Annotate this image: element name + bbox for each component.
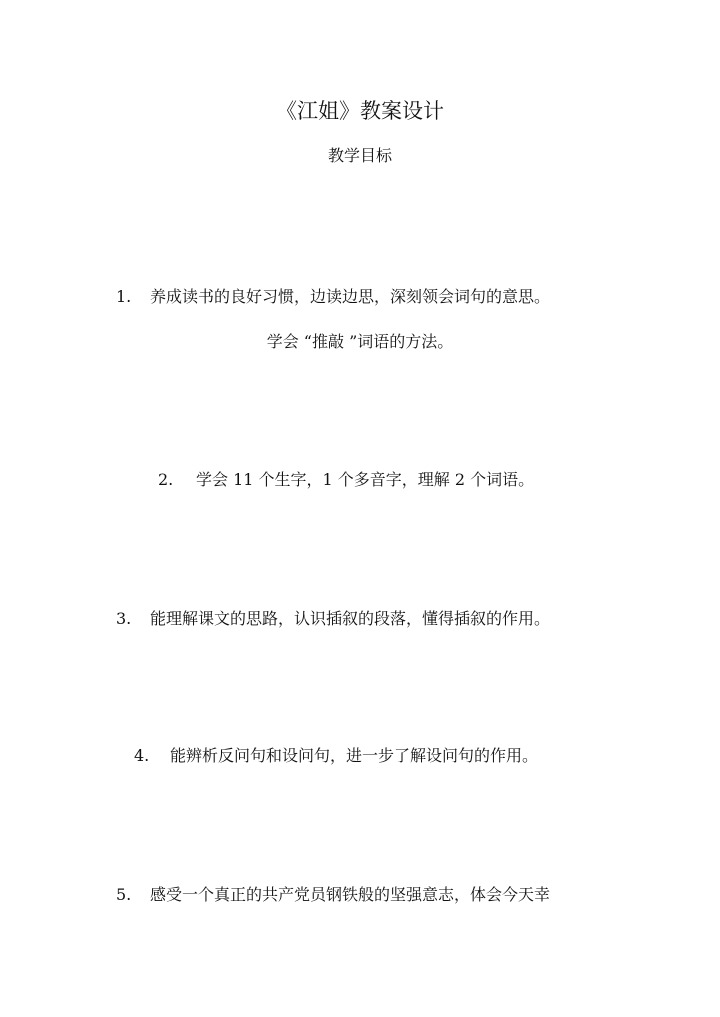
document-title: 《江姐》教案设计 xyxy=(276,99,444,123)
objective-item-1-continuation xyxy=(0,332,720,352)
objective-item-2 xyxy=(158,470,534,490)
item-text: 养成读书的良好习惯，边读边思，深刻领会词句的意思。 xyxy=(150,287,551,306)
item-text: 感受一个真正的共产党员钢铁般的坚强意志，体会今天幸 xyxy=(150,885,551,904)
section-heading: 教学目标 xyxy=(327,146,392,165)
item-number: 5. xyxy=(116,885,132,904)
item-text: 学会 11 个生字，1 个多音字，理解 2 个词语。 xyxy=(196,470,535,489)
item-text: 能辨析反问句和设问句，进一步了解设问句的作用。 xyxy=(170,746,539,765)
item-number: 3. xyxy=(116,609,132,628)
objective-item-3 xyxy=(116,609,550,629)
item-text: 能理解课文的思路，认识插叙的段落，懂得插叙的作用。 xyxy=(150,609,551,628)
item-number: 1. xyxy=(116,287,132,306)
objective-item-1 xyxy=(116,287,550,307)
item-text: 学会 “推敲 ”词语的方法。 xyxy=(266,332,454,351)
objective-item-5 xyxy=(116,885,550,905)
objective-item-4 xyxy=(134,746,538,766)
item-number: 2. xyxy=(158,470,174,489)
item-number: 4. xyxy=(134,746,150,765)
